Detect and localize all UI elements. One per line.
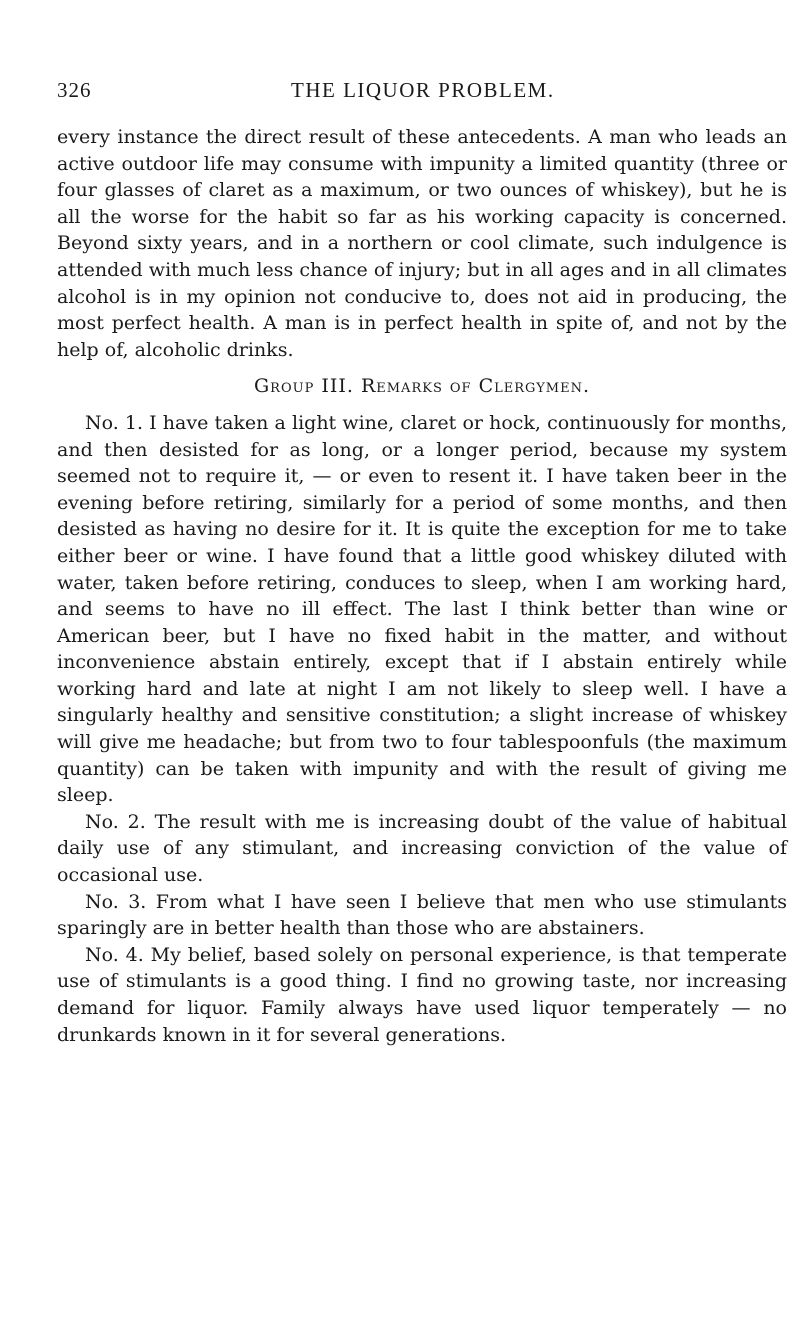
book-page [57,78,787,1048]
running-head: THE LIQUOR PROBLEM. [291,78,555,102]
group-heading: Group III. Remarks of Clergymen. [253,375,591,398]
entry-no-4: No. 4. My belief, based solely on personal experience, is that temperate use of stimulants is a good thing. I find no growing taste, nor increasing demand for liquor. Family always have used liquor temperately — no drunkards known in it for several generations. [57,943,787,1046]
page-number: 326 [57,78,92,102]
page-header [57,78,787,108]
entry-no-1: No. 1. I have taken a light wine, claret or hock, continuously for months, and then desisted for as long, or a longer period, because my system seemed not to require it, — or even to resent it. I have taken beer in the evening before retiring, similarly for a period of some months, and then desisted as having no desire for it. It is quite the exception for me to take either beer or wine. I have found that a little good whiskey diluted with water, taken before retiring, conduces to sleep, when I am working hard, and seems to have no ill effect. The last I think better than wine or American beer, but I have no fixed habit in the matter, and without inconvenience abstain entirely, except that if I abstain entirely while working hard and late at night I am not likely to sleep well. I have a singularly healthy and sensitive constitution; a slight increase of whiskey will give me headache; but from two to four tablespoonfuls (the maximum quantity) can be taken with impunity and with the result of giving me sleep. [57,411,787,807]
entry-no-2: No. 2. The result with me is increasing doubt of the value of habitual daily use of any stimulant, and increasing conviction of the value of occasional use. [57,810,787,887]
entry-no-3: No. 3. From what I have seen I believe that men who use stimulants sparingly are in better health than those who are abstainers. [57,890,787,940]
opening-paragraph: every instance the direct result of these antecedents. A man who leads an active outdoor life may consume with impunity a limited quantity (three or four glasses of claret as a maximum, or two ounces of whiskey), but he is all the worse for the habit so far as his working capacity is concerned. Beyond sixty years, and in a northern or cool climate, such indulgence is attended with much less chance of injury; but in all ages and in all climates alcohol is in my opinion not conducive to, does not aid in producing, the most perfect health. A man is in perfect health in spite of, and not by the help of, alcoholic drinks. [57,126,787,361]
